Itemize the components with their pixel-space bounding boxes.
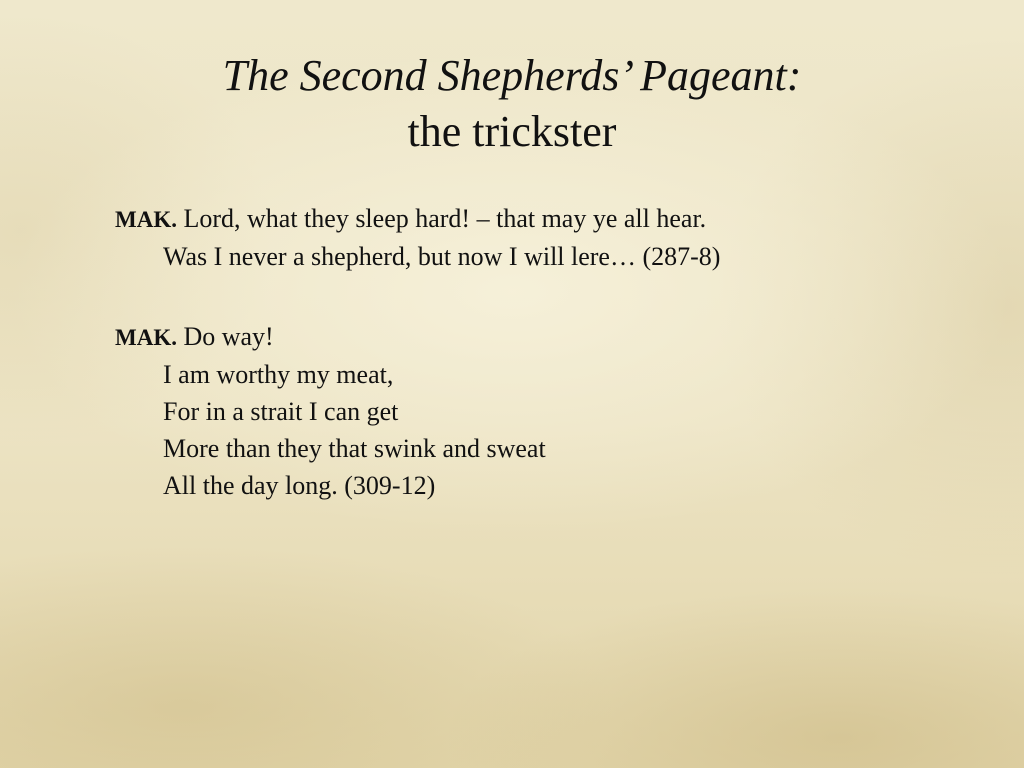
slide-subtitle: the trickster [407,107,617,156]
quote-line [115,200,975,238]
quote-text: Do way! [183,322,274,351]
speaker-label: MAK. [115,207,177,232]
slide-body [115,200,975,504]
title-play-name: The Second Shepherds’ Pageant: [222,51,802,100]
quote-line: For in a strait I can get [163,397,399,426]
quote-block-1 [115,200,975,275]
quote-line: All the day long. (309-12) [163,471,436,500]
quote-line: More than they that swink and sweat [163,434,546,463]
slide-title [0,48,1024,160]
quote-line: Was I never a shepherd, but now I will lere… (287-8) [163,242,721,271]
quote-text: Lord, what they sleep hard! – that may ye all hear. [183,204,707,233]
quote-block-2 [115,318,975,504]
quote-line [115,318,975,356]
speaker-label: MAK. [115,325,177,350]
quote-line: I am worthy my meat, [163,360,394,389]
